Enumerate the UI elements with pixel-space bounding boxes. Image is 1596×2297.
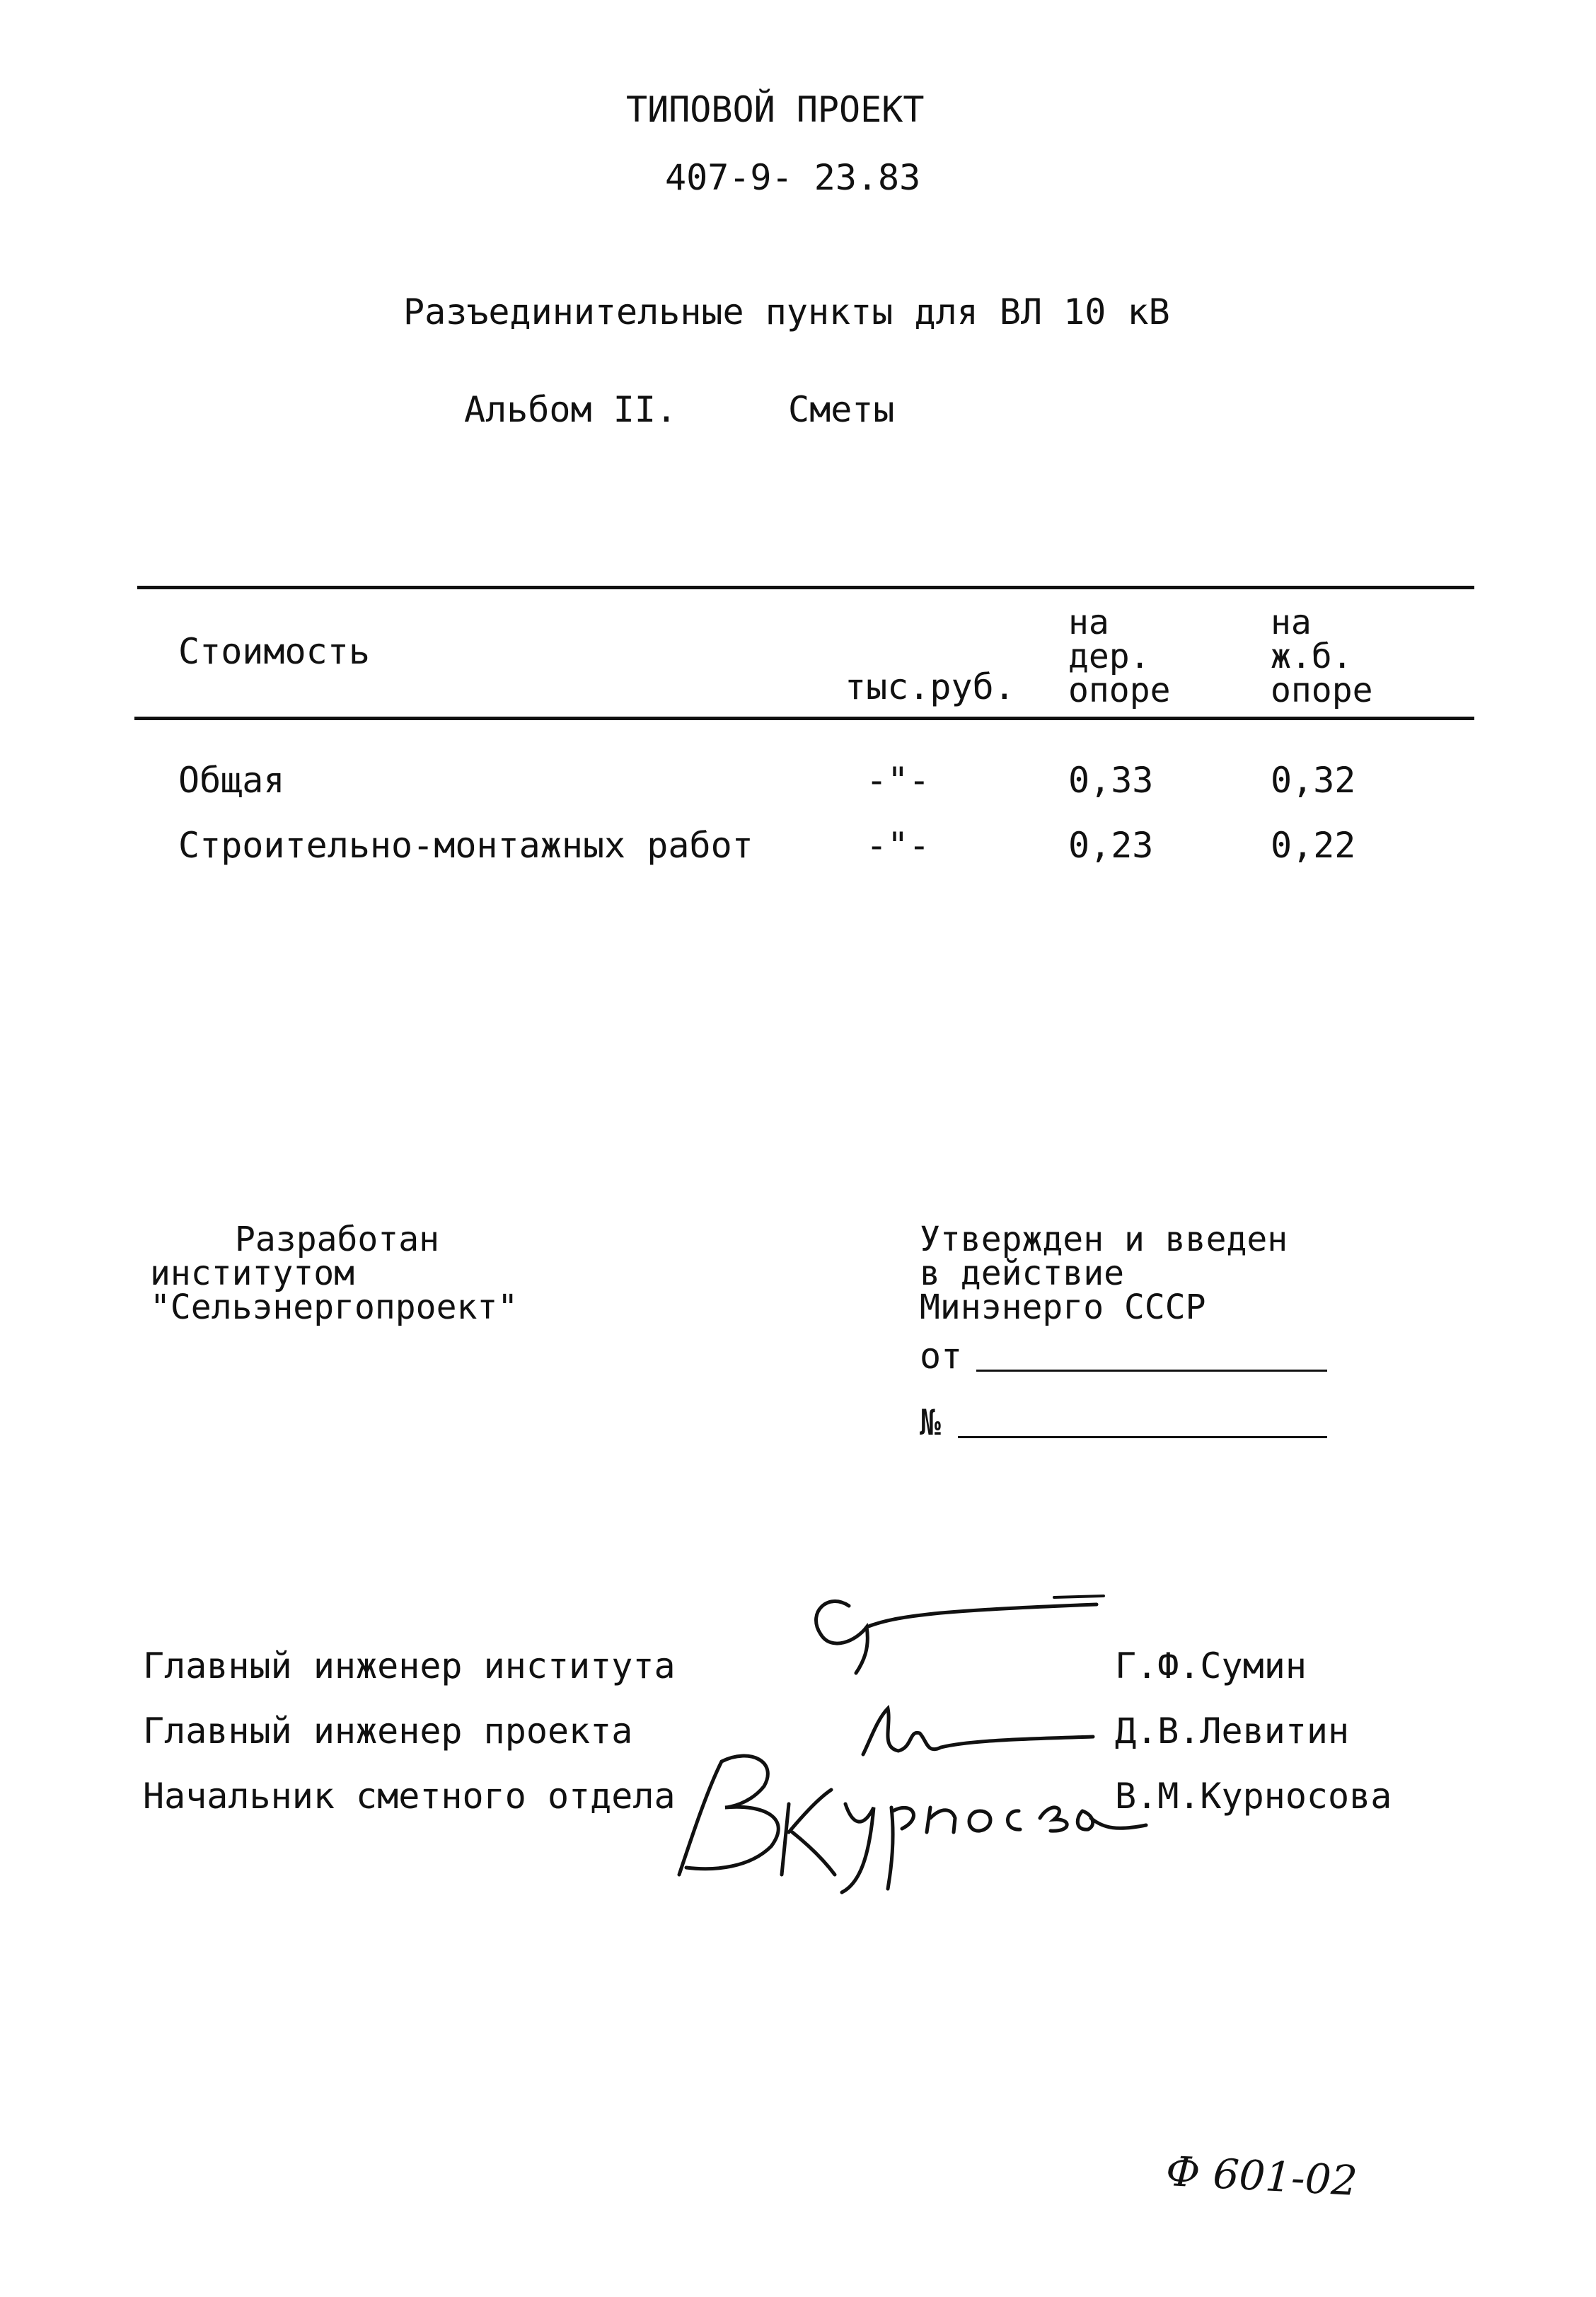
signature-name-kurnosova: В.М.Курносова xyxy=(1115,1776,1392,1817)
signature-sumin-handwritten xyxy=(799,1585,1111,1684)
album-name: Сметы xyxy=(788,389,895,430)
column-header-concrete-line2: ж.б. xyxy=(1271,637,1353,676)
column-header-wood-pole xyxy=(1068,603,1171,710)
signature-role-estimate-head: Начальник сметного отдела xyxy=(143,1776,676,1817)
row-value-wood: 0,23 xyxy=(1068,825,1154,866)
row-unit: -"- xyxy=(866,760,930,801)
archive-mark: Ф 601-02 xyxy=(1164,2146,1359,2206)
row-unit: -"- xyxy=(866,825,930,866)
approval-number-blank xyxy=(958,1436,1327,1438)
doc-title: ТИПОВОЙ ПРОЕКТ xyxy=(626,89,925,130)
developer-line3: "Сельэнергопроект" xyxy=(150,1288,519,1327)
row-value-wood: 0,33 xyxy=(1068,760,1154,801)
column-header-concrete-pole xyxy=(1271,603,1373,710)
project-number: 407-9- 23.83 xyxy=(665,157,921,198)
developer-line1: Разработан xyxy=(235,1220,439,1259)
approval-number-label: № xyxy=(920,1402,942,1443)
table-header-rule xyxy=(134,717,1474,720)
column-header-concrete-line3: опоре xyxy=(1271,671,1373,710)
column-header-wood-line1: на xyxy=(1068,603,1109,642)
row-name: Строительно-монтажных работ xyxy=(178,825,753,866)
approval-line3: Минэнерго СССР xyxy=(920,1288,1206,1327)
developer-line2: институтом xyxy=(150,1254,354,1293)
column-header-cost: Стоимость xyxy=(178,631,370,672)
approval-date-label: от xyxy=(920,1336,963,1377)
approval-date-blank xyxy=(976,1370,1327,1372)
album-number: Альбом II. xyxy=(464,389,678,430)
developer-block xyxy=(150,1220,519,1327)
row-name: Общая xyxy=(178,760,285,801)
approval-line1: Утвержден и введен xyxy=(920,1220,1288,1259)
approval-block xyxy=(920,1220,1288,1327)
column-header-wood-line2: дер. xyxy=(1068,637,1150,676)
signature-role-chief-engineer-project: Главный инженер проекта xyxy=(143,1711,633,1752)
signature-name-sumin: Г.Ф.Сумин xyxy=(1115,1645,1307,1686)
table-top-rule xyxy=(137,586,1474,589)
signature-kurnosova-handwritten xyxy=(658,1740,1153,1903)
signature-role-chief-engineer-institute: Главный инженер института xyxy=(143,1645,676,1686)
column-header-unit: тыс.руб. xyxy=(845,666,1015,707)
row-value-concrete: 0,22 xyxy=(1271,825,1356,866)
signature-name-levitin: Д.В.Левитин xyxy=(1115,1711,1350,1752)
column-header-wood-line3: опоре xyxy=(1068,671,1171,710)
row-value-concrete: 0,32 xyxy=(1271,760,1356,801)
column-header-concrete-line1: на xyxy=(1271,603,1312,642)
approval-line2: в действие xyxy=(920,1254,1124,1293)
project-subject: Разъединительные пункты для ВЛ 10 кВ xyxy=(403,291,1170,332)
